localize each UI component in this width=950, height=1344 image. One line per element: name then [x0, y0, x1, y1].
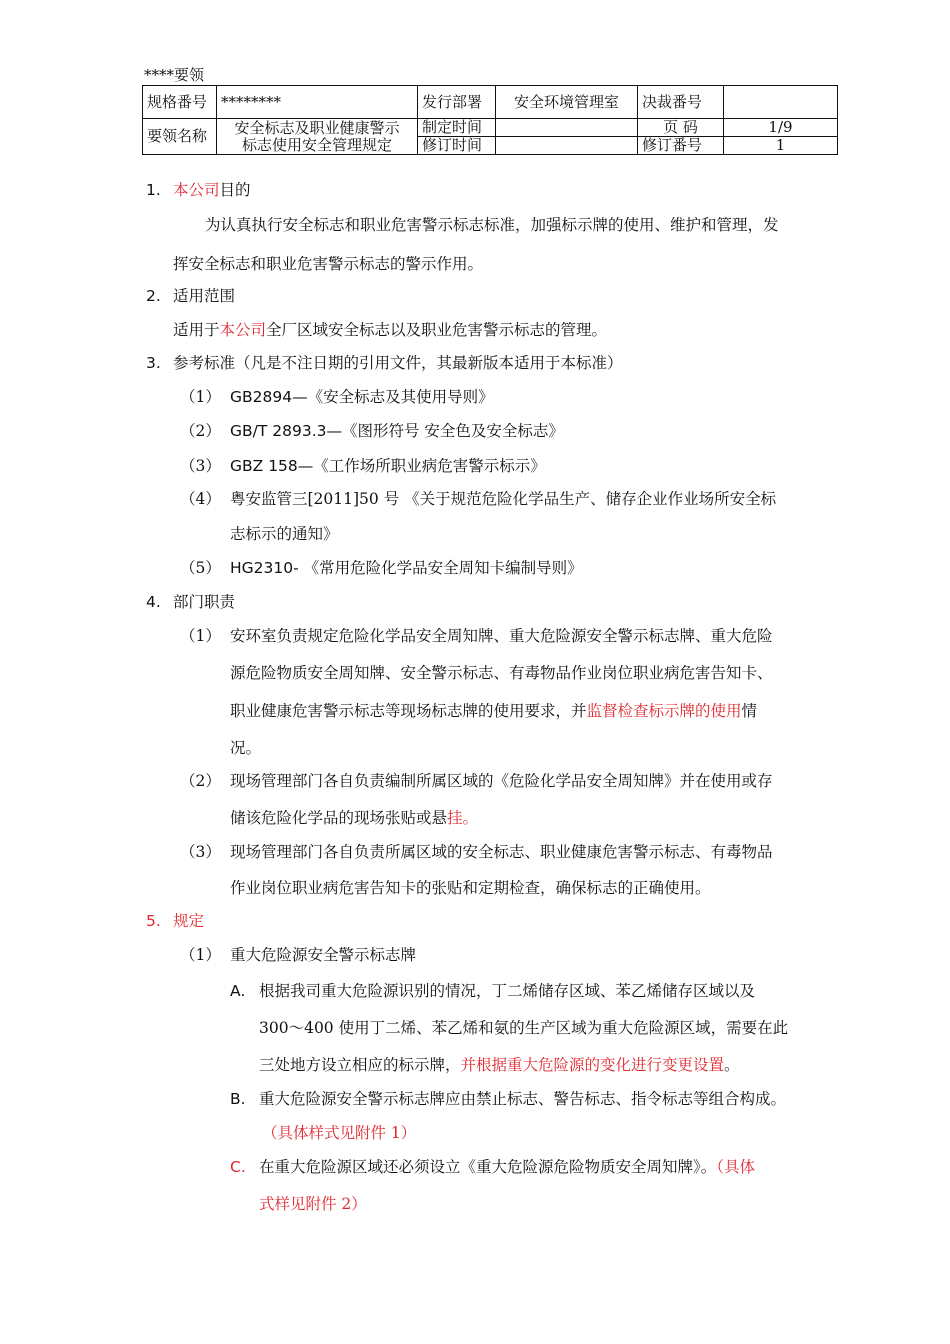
duty-item-1-line-4: 况。: [230, 739, 262, 757]
approval-number-label: 决裁番号: [638, 86, 724, 119]
section-2-title: 适用范围: [173, 287, 236, 305]
rule-item-number: （1）: [180, 946, 221, 964]
reference-item: 粤安监管三[2011]50 号 《关于规范危险化学品生产、储存企业作业场所安全标: [230, 490, 777, 508]
issuing-dept-label: 发行部署: [418, 86, 496, 119]
page-number-label: 页 码: [638, 119, 724, 137]
issuing-dept-value: 安全环境管理室: [496, 86, 638, 119]
created-date-value: [496, 119, 638, 137]
section-2-paragraph: 适用于本公司全厂区域安全标志以及职业危害警示标志的管理。: [173, 321, 608, 339]
section-3-title: 参考标准（凡是不注日期的引用文件，其最新版本适用于本标准）: [173, 354, 623, 372]
rule-sub-marker-c: C.: [230, 1158, 246, 1176]
document-label: ****要领: [144, 66, 205, 84]
reference-item: GB/T 2893.3—《图形符号 安全色及安全标志》: [230, 422, 564, 440]
duty-item-3-line-1: 现场管理部门各自负责所属区域的安全标志、职业健康危害警示标志、有毒物品: [230, 843, 773, 861]
approval-number-value: [724, 86, 838, 119]
section-4-number: 4.: [146, 593, 161, 611]
reference-item-number: （5）: [180, 559, 221, 577]
spec-number-value: ********: [217, 86, 418, 119]
duty-item-number: （3）: [180, 843, 221, 861]
doc-name-line-2: 标志使用安全管理规定: [241, 135, 392, 154]
section-2-number: 2.: [146, 287, 161, 305]
revised-date-value: [496, 137, 638, 155]
created-date-label: 制定时间: [418, 119, 496, 137]
doc-name-label: 要领名称: [143, 119, 217, 155]
rule-c-line-1: 在重大危险源区域还必须设立《重大危险源危险物质安全周知牌》。（具体: [259, 1158, 756, 1176]
reference-item-number: （1）: [180, 388, 221, 406]
revised-date-label: 修订时间: [418, 137, 496, 155]
rule-b-line-1: 重大危险源安全警示标志牌应由禁止标志、警告标志、指令标志等组合构成。: [259, 1090, 787, 1108]
doc-name-line-1: 安全标志及职业健康警示: [234, 118, 400, 137]
duty-item-number: （1）: [180, 627, 221, 645]
page-number-value: 1/9: [724, 119, 838, 137]
spec-number-label: 规格番号: [143, 86, 217, 119]
duty-item-1-line-1: 安环室负责规定危险化学品安全周知牌、重大危险源安全警示标志牌、重大危险: [230, 627, 773, 645]
reference-item: GBZ 158—《工作场所职业病危害警示标示》: [230, 457, 546, 475]
section-4-title: 部门职责: [173, 593, 236, 611]
reference-item: GB2894—《安全标志及其使用导则》: [230, 388, 494, 406]
reference-item-number: （2）: [180, 422, 221, 440]
reference-item-number: （3）: [180, 457, 221, 475]
duty-item-3-line-2: 作业岗位职业病危害告知卡的张贴和定期检查，确保标志的正确使用。: [230, 879, 711, 897]
rule-item-1-title: 重大危险源安全警示标志牌: [230, 946, 417, 964]
section-3-number: 3.: [146, 354, 161, 372]
revision-number-value: 1: [724, 137, 838, 155]
reference-item: HG2310- 《常用危险化学品安全周知卡编制导则》: [230, 559, 583, 577]
duty-item-2-line-1: 现场管理部门各自负责编制所属区域的《危险化学品安全周知牌》并在使用或存: [230, 772, 773, 790]
rule-a-line-2: 300～400 使用丁二烯、苯乙烯和氨的生产区域为重大危险源区域，需要在此: [259, 1019, 789, 1037]
revision-number-label: 修订番号: [638, 137, 724, 155]
rule-c-line-2: 式样见附件 2）: [259, 1195, 367, 1213]
reference-item-number: （4）: [180, 490, 221, 508]
duty-item-1-line-2: 源危险物质安全周知牌、安全警示标志、有毒物品作业岗位职业病危害告知卡、: [230, 664, 773, 682]
section-1-paragraph-line-2: 挥安全标志和职业危害警示标志的警示作用。: [173, 255, 484, 273]
rule-sub-marker-a: A.: [230, 982, 246, 1000]
rule-a-line-3: 三处地方设立相应的标示牌，并根据重大危险源的变化进行变更设置。: [259, 1056, 740, 1074]
doc-name-value: [217, 119, 418, 155]
duty-item-2-line-2: 储该危险化学品的现场张贴或悬挂。: [230, 809, 479, 827]
section-1-title: 本公司目的: [173, 181, 251, 199]
rule-sub-marker-b: B.: [230, 1090, 246, 1108]
rule-b-line-2: （具体样式见附件 1）: [262, 1124, 417, 1142]
duty-item-1-line-3: 职业健康危害警示标志等现场标志牌的使用要求，并监督检查标示牌的使用情: [230, 702, 758, 720]
rule-a-line-1: 根据我司重大危险源识别的情况，丁二烯储存区域、苯乙烯储存区域以及: [259, 982, 756, 1000]
duty-item-number: （2）: [180, 772, 221, 790]
reference-item-continuation: 志标示的通知》: [230, 525, 339, 543]
section-5-number: 5.: [146, 912, 161, 930]
section-1-paragraph-line-1: 为认真执行安全标志和职业危害警示标志标准，加强标示牌的使用、维护和管理，发: [205, 216, 779, 234]
section-5-title: 规定: [173, 912, 205, 930]
section-1-number: 1.: [146, 181, 161, 199]
document-header-table: [142, 85, 838, 155]
